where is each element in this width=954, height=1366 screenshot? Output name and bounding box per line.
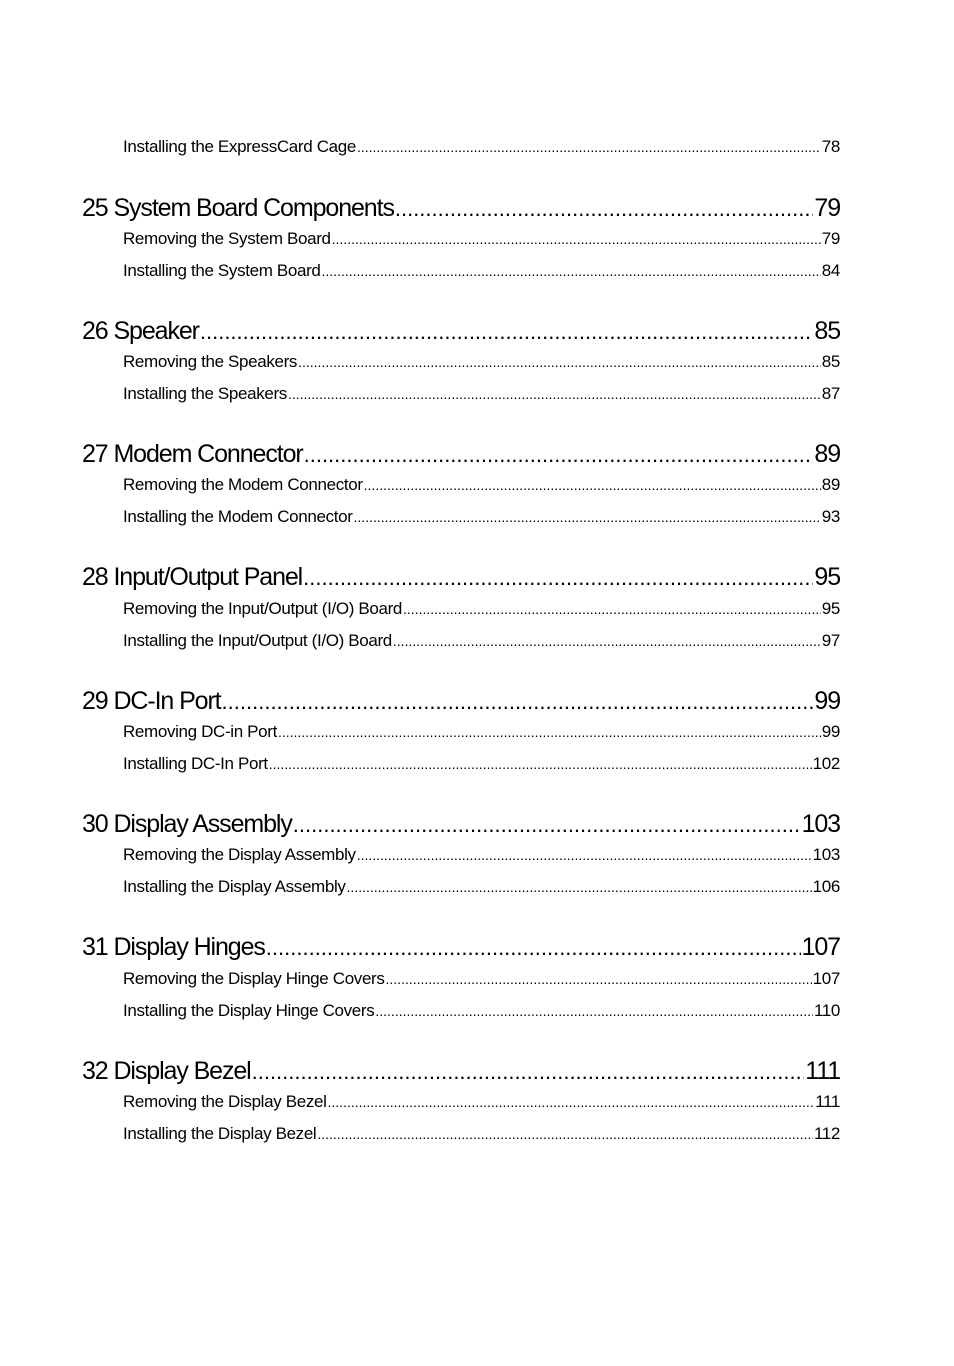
toc-page-number: 85 bbox=[814, 317, 840, 345]
dot-leader bbox=[288, 383, 821, 405]
toc-section-entry[interactable] bbox=[123, 506, 840, 528]
toc-page-number: 95 bbox=[821, 599, 840, 618]
toc-section-entry[interactable] bbox=[123, 753, 840, 775]
toc-entry-title: Installing the System Board bbox=[123, 261, 321, 280]
toc-entry-title: Installing the Display Hinge Covers bbox=[123, 1001, 375, 1020]
toc-entry-title: 30 Display Assembly bbox=[82, 810, 292, 838]
toc-page-number: 103 bbox=[812, 845, 840, 864]
toc-page-number: 99 bbox=[821, 722, 840, 741]
toc-chapter-entry[interactable] bbox=[82, 439, 840, 469]
dot-leader bbox=[354, 506, 821, 528]
toc-page-number: 84 bbox=[821, 261, 840, 280]
toc-entry-title: Removing the Display Bezel bbox=[123, 1092, 327, 1111]
toc-page-number: 78 bbox=[821, 137, 840, 156]
toc-page-number: 97 bbox=[821, 631, 840, 650]
toc-entry-title: Installing the Modem Connector bbox=[123, 507, 353, 526]
toc-page-number: 111 bbox=[805, 1057, 840, 1085]
toc-page-number: 107 bbox=[812, 969, 840, 988]
toc-entry-title: Removing the Modem Connector bbox=[123, 475, 363, 494]
toc-entry-title: Removing the System Board bbox=[123, 229, 331, 248]
dot-leader bbox=[200, 317, 814, 346]
toc-chapter-entry[interactable] bbox=[82, 1056, 840, 1086]
toc-entry-title: Removing the Input/Output (I/O) Board bbox=[123, 599, 403, 618]
dot-leader bbox=[364, 474, 821, 496]
toc-chapter-entry[interactable] bbox=[82, 562, 840, 592]
dot-leader bbox=[298, 351, 821, 373]
toc-page-number: 89 bbox=[821, 475, 840, 494]
toc-page-number: 79 bbox=[821, 229, 840, 248]
toc-section-entry[interactable] bbox=[123, 721, 840, 743]
dot-leader bbox=[328, 1091, 815, 1113]
toc-section-entry[interactable] bbox=[123, 1000, 840, 1022]
dot-leader bbox=[252, 1057, 805, 1086]
toc-section-entry[interactable] bbox=[123, 260, 840, 282]
toc-page-number: 111 bbox=[815, 1092, 840, 1111]
toc-entry-title: 29 DC-In Port bbox=[82, 687, 221, 715]
toc-entry-title: Removing DC-in Port bbox=[123, 722, 277, 741]
dot-leader bbox=[347, 876, 812, 898]
toc-entry-title: 32 Display Bezel bbox=[82, 1057, 251, 1085]
toc-chapter-entry[interactable] bbox=[82, 316, 840, 346]
toc-page-number: 95 bbox=[814, 563, 840, 591]
toc-page-number: 110 bbox=[813, 1001, 840, 1020]
dot-leader bbox=[303, 563, 813, 592]
toc-page-number: 103 bbox=[801, 810, 840, 838]
toc-entry-title: Removing the Display Hinge Covers bbox=[123, 969, 385, 988]
toc-chapter-entry[interactable] bbox=[82, 932, 840, 962]
dot-leader bbox=[357, 136, 821, 158]
toc-section-entry[interactable] bbox=[123, 844, 840, 866]
toc-page-number: 106 bbox=[812, 877, 840, 896]
toc-entry-title: Installing the ExpressCard Cage bbox=[123, 137, 356, 156]
toc-section-entry[interactable] bbox=[123, 228, 840, 250]
dot-leader bbox=[386, 968, 812, 990]
toc-page-number: 99 bbox=[814, 687, 840, 715]
toc-page-number: 89 bbox=[814, 440, 840, 468]
toc-entry-title: Removing the Speakers bbox=[123, 352, 298, 371]
toc-section-entry[interactable] bbox=[123, 1123, 840, 1145]
toc-section-entry[interactable] bbox=[123, 383, 840, 405]
toc-entry-title: 25 System Board Components bbox=[82, 194, 394, 222]
toc-entry-title: 26 Speaker bbox=[82, 317, 199, 345]
toc-section-entry[interactable] bbox=[123, 351, 840, 373]
toc-entry-title: 28 Input/Output Panel bbox=[82, 563, 303, 591]
toc-entry-title: 27 Modem Connector bbox=[82, 440, 303, 468]
toc-page-number: 93 bbox=[821, 507, 840, 526]
toc-page-number: 107 bbox=[801, 933, 840, 961]
toc-section-entry[interactable] bbox=[123, 876, 840, 898]
toc-chapter-entry[interactable] bbox=[82, 809, 840, 839]
dot-leader bbox=[395, 194, 814, 223]
toc-chapter-entry[interactable] bbox=[82, 193, 840, 223]
toc-section-entry[interactable] bbox=[123, 598, 840, 620]
dot-leader bbox=[403, 598, 821, 620]
toc-section-entry[interactable] bbox=[123, 630, 840, 652]
toc-section-entry[interactable] bbox=[123, 474, 840, 496]
dot-leader bbox=[375, 1000, 813, 1022]
toc-entry-title: Removing the Display Assembly bbox=[123, 845, 356, 864]
dot-leader bbox=[278, 721, 821, 743]
dot-leader bbox=[266, 933, 801, 962]
toc-entry-title: Installing DC-In Port bbox=[123, 754, 268, 773]
dot-leader bbox=[293, 810, 801, 839]
toc-entry-title: Installing the Display Assembly bbox=[123, 877, 346, 896]
toc-page-number: 87 bbox=[821, 384, 840, 403]
toc-page-number: 85 bbox=[821, 352, 840, 371]
dot-leader bbox=[304, 440, 814, 469]
toc-entry-title: Installing the Display Bezel bbox=[123, 1124, 317, 1143]
toc-section-entry[interactable] bbox=[123, 1091, 840, 1113]
dot-leader bbox=[317, 1123, 813, 1145]
toc-section-entry[interactable] bbox=[123, 136, 840, 158]
toc-entry-title: 31 Display Hinges bbox=[82, 933, 265, 961]
dot-leader bbox=[222, 687, 814, 716]
dot-leader bbox=[357, 844, 812, 866]
dot-leader bbox=[322, 260, 821, 282]
dot-leader bbox=[332, 228, 821, 250]
toc-entry-title: Installing the Speakers bbox=[123, 384, 287, 403]
dot-leader bbox=[393, 630, 821, 652]
toc-page-number: 102 bbox=[812, 754, 840, 773]
toc-entry-title: Installing the Input/Output (I/O) Board bbox=[123, 631, 392, 650]
toc-chapter-entry[interactable] bbox=[82, 686, 840, 716]
dot-leader bbox=[269, 753, 812, 775]
toc-section-entry[interactable] bbox=[123, 968, 840, 990]
toc-page-number: 79 bbox=[814, 194, 840, 222]
toc-page-number: 112 bbox=[813, 1124, 840, 1143]
